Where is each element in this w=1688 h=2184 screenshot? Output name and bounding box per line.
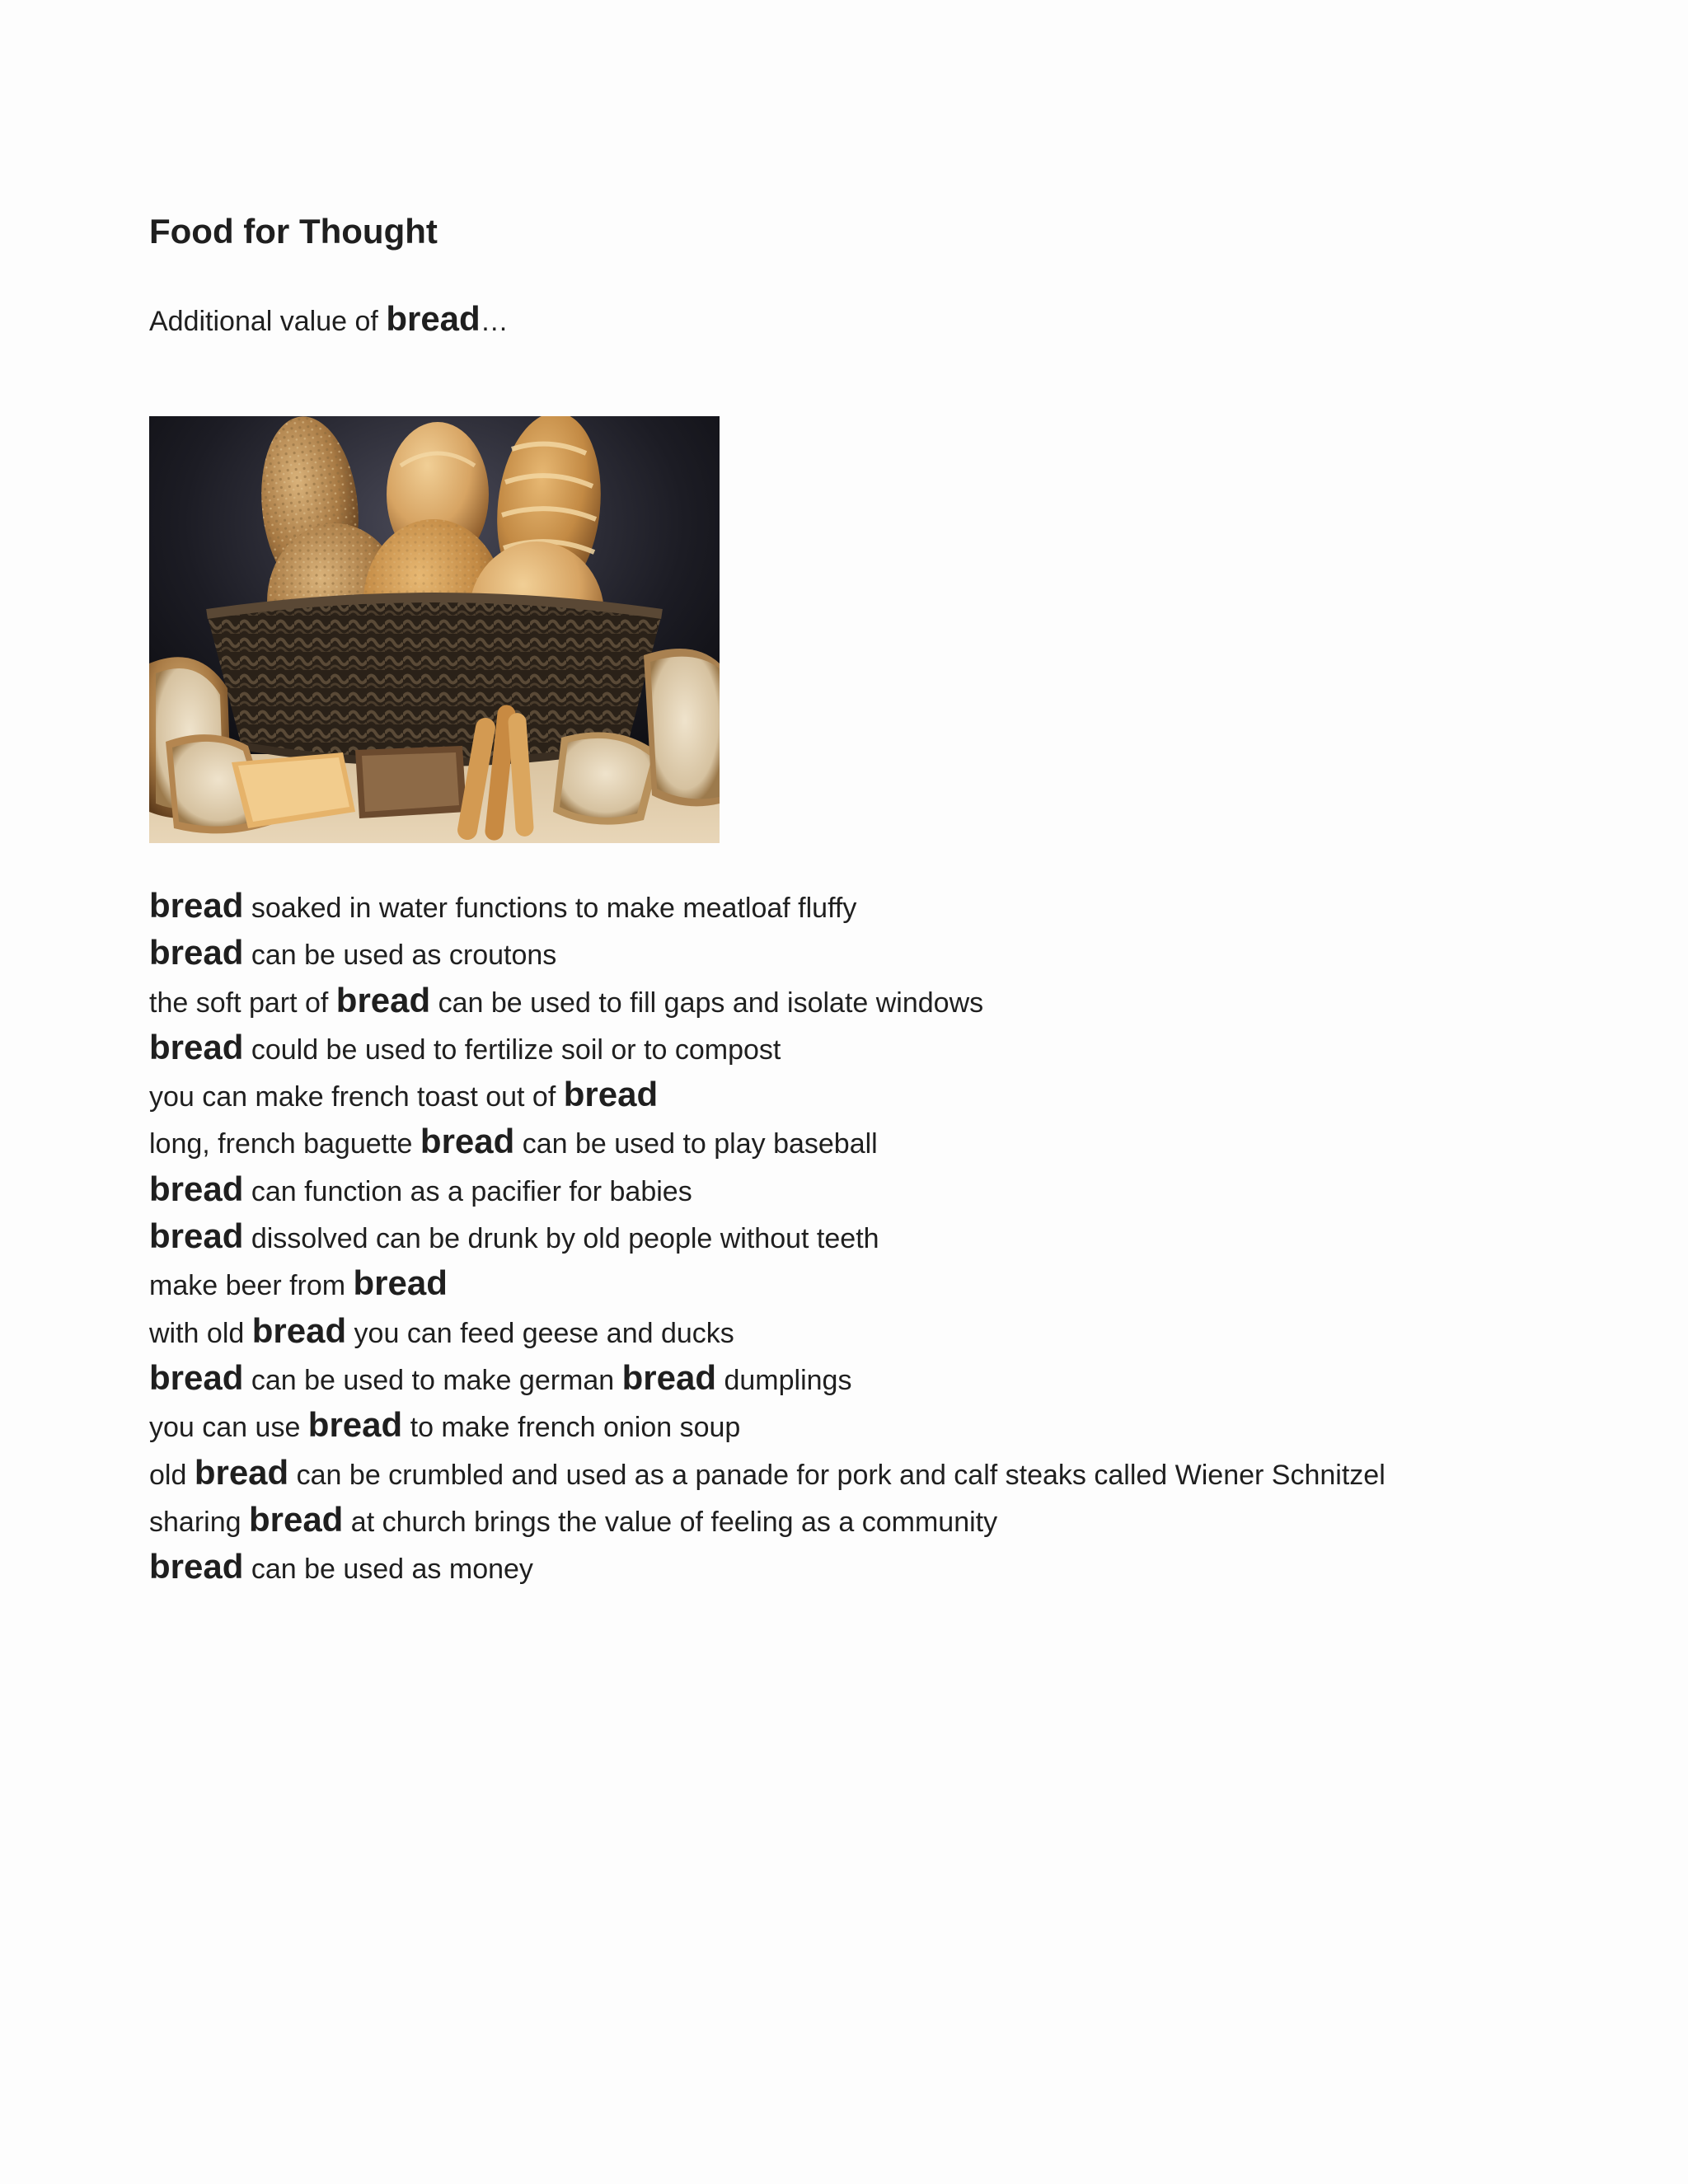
bread-keyword: bread [149,1169,244,1208]
bread-keyword: bread [248,1499,344,1539]
bread-keyword: bread [563,1075,659,1114]
line-text: can function as a pacifier for babies [243,1175,692,1207]
bread-keyword: bread [149,1357,244,1397]
bread-basket-photo [149,416,720,843]
bread-use-line [149,1354,1633,1401]
bread-use-line [149,929,1633,976]
line-text: you can use [149,1412,308,1444]
line-text: at church brings the value of feeling as a community [343,1506,998,1538]
line-text: the soft part of [149,987,336,1019]
bread-keyword: bread [149,1216,244,1256]
bread-keyword: bread [149,1027,244,1066]
bread-keyword: bread [149,886,244,925]
bread-use-line [149,1496,1633,1543]
line-text: make beer from [149,1270,354,1302]
bread-use-line [149,1024,1633,1071]
bread-keyword: bread [307,1405,403,1445]
document-title: Food for Thought [149,212,438,251]
line-text: long, french baguette [149,1128,420,1160]
bread-use-line [149,1118,1633,1165]
line-text: can be used as croutons [243,940,557,972]
bread-use-line [149,1401,1633,1448]
bread-use-line [149,1307,1633,1354]
line-text: dumplings [716,1364,852,1396]
line-text: can be used to make german [243,1364,622,1396]
line-text: dissolved can be drunk by old people without teeth [243,1223,879,1255]
bread-use-line [149,1165,1633,1212]
bread-uses-list [149,882,1633,1590]
line-text: soaked in water functions to make meatloaf fluffy [243,893,857,924]
bread-keyword: bread [149,1547,244,1586]
bread-keyword: bread [353,1263,448,1303]
bread-use-line [149,882,1633,929]
bread-keyword: bread [149,933,244,972]
bread-use-line [149,1543,1633,1590]
line-text: to make french onion soup [402,1412,741,1444]
subtitle-emphasis: bread [386,299,481,338]
bread-use-line [149,1071,1633,1118]
bread-keyword: bread [194,1452,289,1492]
subtitle-text: Additional value of [149,306,387,337]
bread-use-line [149,977,1633,1024]
line-text: old [149,1459,195,1491]
line-text: you can make french toast out of [149,1081,564,1113]
line-text: can be used to play baseball [514,1128,878,1160]
line-text: can be crumbled and used as a panade for pork and calf steaks called Wiener Schnitzel [288,1459,1386,1491]
bread-keyword: bread [420,1122,515,1161]
line-text: you can feed geese and ducks [346,1317,734,1349]
line-text: sharing [149,1506,249,1538]
subtitle-ellipsis: … [480,306,509,337]
bread-keyword: bread [251,1310,347,1350]
bread-keyword: bread [335,980,431,1019]
bread-use-line [149,1259,1633,1306]
bread-use-line [149,1449,1633,1496]
line-text: can be used as money [243,1554,533,1586]
bread-keyword: bread [621,1357,717,1397]
document-subtitle [149,297,509,342]
line-text: can be used to fill gaps and isolate windows [430,987,984,1019]
line-text: could be used to fertilize soil or to compost [243,1033,781,1066]
line-text: with old [149,1317,252,1349]
bread-use-line [149,1212,1633,1259]
